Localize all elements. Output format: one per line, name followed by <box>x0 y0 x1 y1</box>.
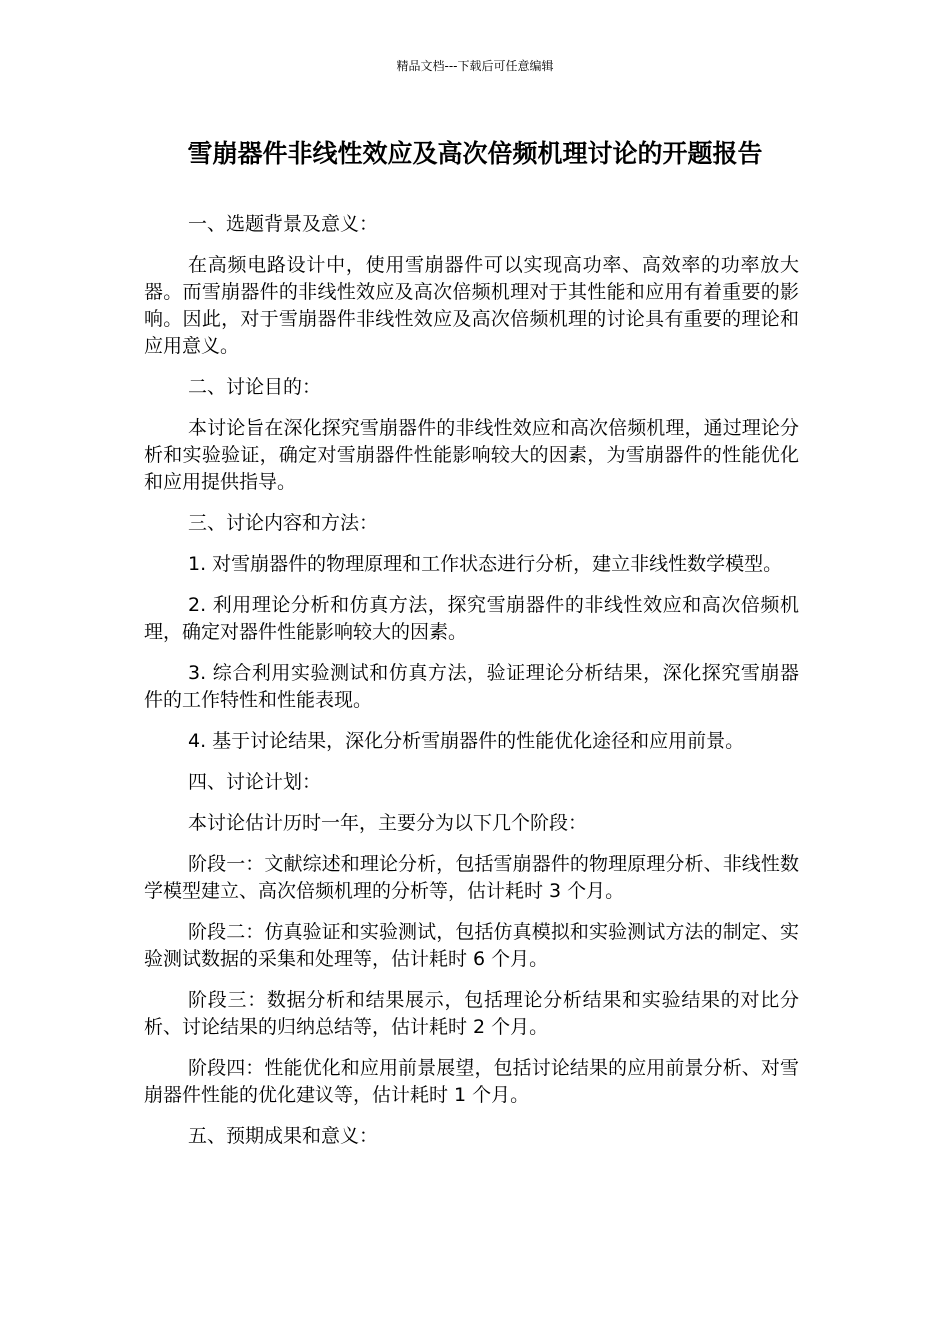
section-heading-expected-results: 五、预期成果和意义： <box>188 1125 379 1147</box>
document-title: 雪崩器件非线性效应及高次倍频机理讨论的开题报告 <box>187 139 763 168</box>
paragraph-stage-3: 阶段三：数据分析和结果展示，包括理论分析结果和实验结果的对比分析、讨论结果的归纳总结等，估计耗时 2 个月。 <box>144 989 799 1038</box>
document-body <box>144 211 799 1164</box>
list-item-2: 2. 利用理论分析和仿真方法，探究雪崩器件的非线性效应和高次倍频机理，确定对器件性能影响较大的因素。 <box>144 594 799 643</box>
section-heading-content-methods: 三、讨论内容和方法： <box>188 512 379 534</box>
list-item-3: 3. 综合利用实验测试和仿真方法，验证理论分析结果，深化探究雪崩器件的工作特性和性能表现。 <box>144 662 799 711</box>
paragraph-purpose: 本讨论旨在深化探究雪崩器件的非线性效应和高次倍频机理，通过理论分析和实验验证，确定对雪崩器件性能影响较大的因素，为雪崩器件的性能优化和应用提供指导。 <box>144 417 799 493</box>
list-item-4: 4. 基于讨论结果，深化分析雪崩器件的性能优化途径和应用前景。 <box>188 730 745 752</box>
paragraph-plan-intro: 本讨论估计历时一年，主要分为以下几个阶段： <box>188 812 588 834</box>
section-heading-background: 一、选题背景及意义： <box>188 213 379 235</box>
page-header: 精品文档---下载后可任意编辑 <box>396 59 554 73</box>
section-heading-purpose: 二、讨论目的： <box>188 376 322 398</box>
paragraph-stage-4: 阶段四：性能优化和应用前景展望，包括讨论结果的应用前景分析、对雪崩器件性能的优化建议等，估计耗时 1 个月。 <box>144 1057 799 1106</box>
paragraph-stage-2: 阶段二：仿真验证和实验测试，包括仿真模拟和实验测试方法的制定、实验测试数据的采集和处理等，估计耗时 6 个月。 <box>144 921 799 970</box>
section-heading-plan: 四、讨论计划： <box>188 771 322 793</box>
list-item-1: 1. 对雪崩器件的物理原理和工作状态进行分析，建立非线性数学模型。 <box>188 553 783 575</box>
paragraph-stage-1: 阶段一：文献综述和理论分析，包括雪崩器件的物理原理分析、非线性数学模型建立、高次倍频机理的分析等，估计耗时 3 个月。 <box>144 853 799 902</box>
paragraph-background: 在高频电路设计中，使用雪崩器件可以实现高功率、高效率的功率放大器。而雪崩器件的非线性效应及高次倍频机理对于其性能和应用有着重要的影响。因此，对于雪崩器件非线性效应及高次倍频机理的讨论具有重要的理论和应用意义。 <box>144 254 799 357</box>
